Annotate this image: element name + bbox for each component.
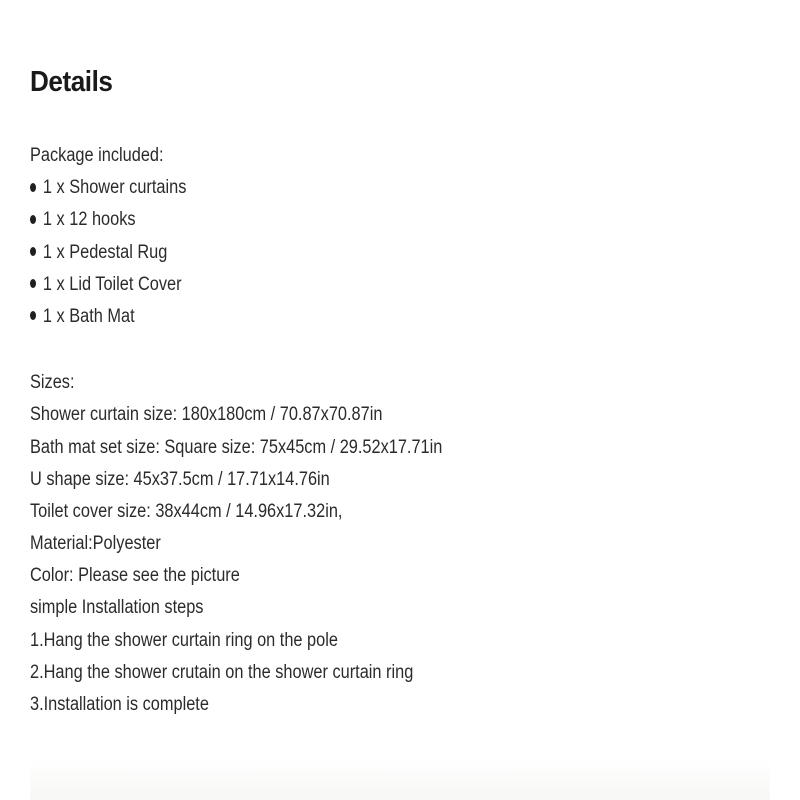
package-item (30, 172, 666, 204)
details-title: Details (30, 66, 113, 98)
size-line: Toilet cover size: 38x44cm / 14.96x17.32in, (30, 500, 343, 522)
package-item-text: 1 x Lid Toilet Cover (42, 273, 182, 295)
package-item (30, 269, 666, 301)
package-item (30, 301, 666, 333)
size-line: Bath mat set size: Square size: 75x45cm / 29.52x17.71in (30, 436, 443, 458)
installation-step: 1.Hang the shower curtain ring on the pole (30, 629, 338, 651)
package-heading: Package included: (30, 145, 164, 166)
product-details-section (30, 62, 770, 721)
size-line: U shape size: 45x37.5cm / 17.71x14.76in (30, 468, 330, 490)
package-item (30, 237, 666, 269)
section-spacer (30, 333, 770, 367)
bullet-icon (30, 279, 36, 288)
color-line: Color: Please see the picture (30, 565, 240, 587)
bullet-icon (30, 183, 36, 192)
bullet-icon (30, 311, 36, 320)
bullet-icon (30, 247, 36, 256)
package-item-text: 1 x Bath Mat (42, 305, 135, 327)
material-line: Material:Polyester (30, 533, 161, 555)
installation-heading: simple Installation steps (30, 597, 204, 619)
size-line: Shower curtain size: 180x180cm / 70.87x70.87in (30, 404, 383, 426)
installation-step: 3.Installation is complete (30, 694, 209, 715)
package-item-text: 1 x Shower curtains (42, 177, 187, 199)
package-item (30, 204, 666, 236)
sizes-heading: Sizes: (30, 372, 75, 394)
installation-step: 2.Hang the shower crutain on the shower curtain ring (30, 661, 414, 683)
package-item-text: 1 x Pedestal Rug (42, 241, 168, 263)
bullet-icon (30, 215, 36, 224)
package-list (30, 172, 770, 333)
footer-fade (30, 760, 770, 800)
package-item-text: 1 x 12 hooks (42, 209, 136, 231)
